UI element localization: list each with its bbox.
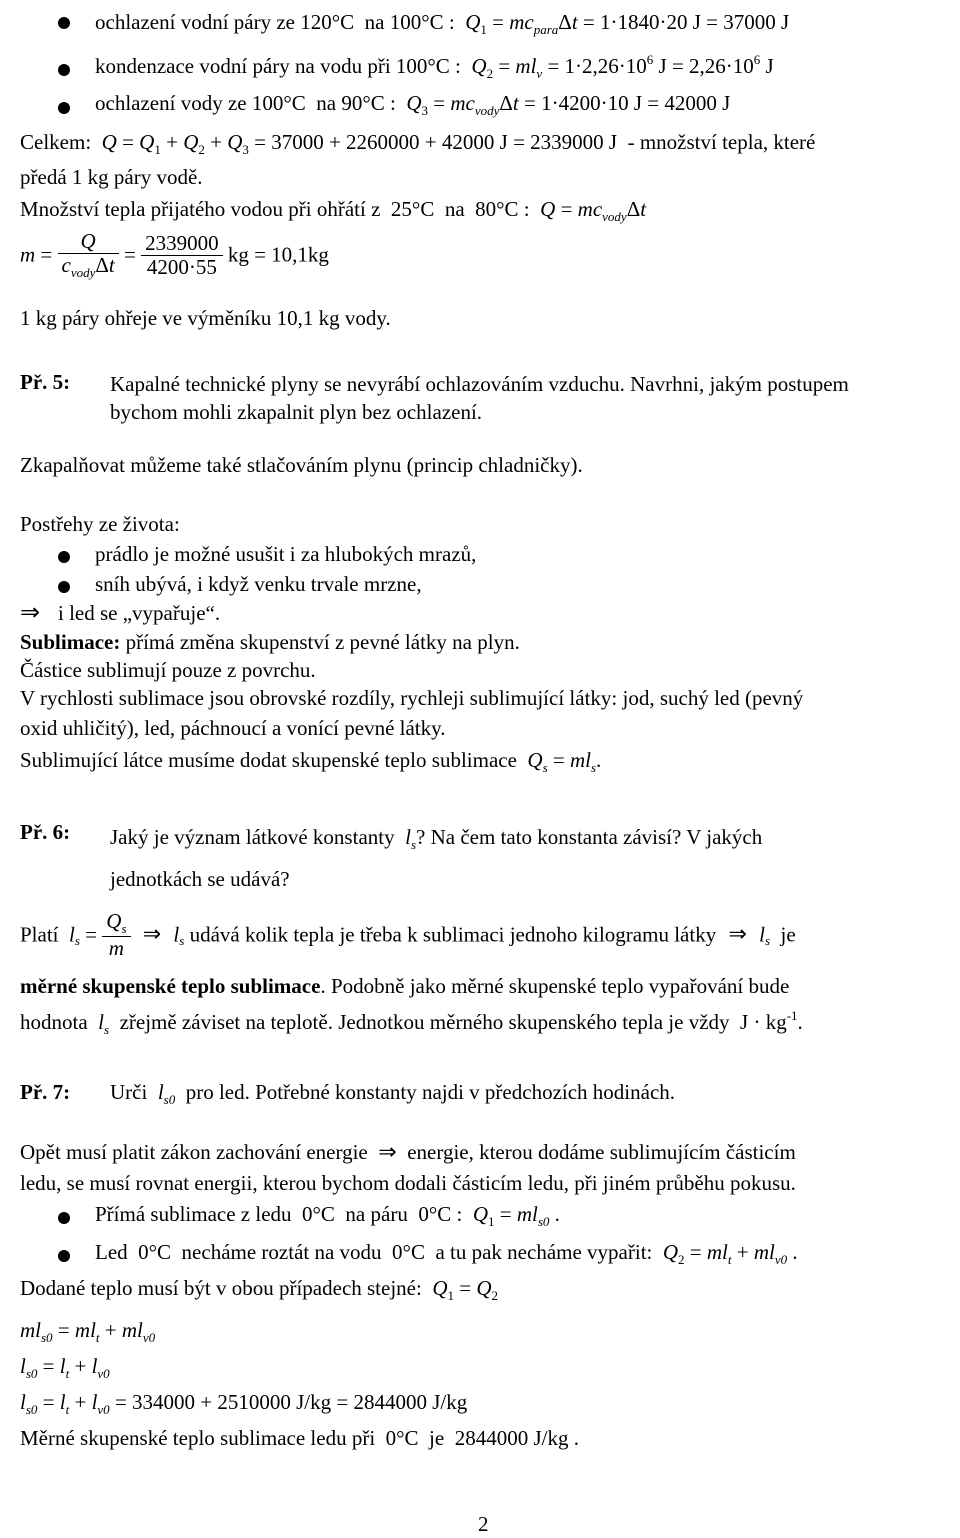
rychlost-line2: oxid uhličitý), led, páchnoucí a vonící pevné látky. [20,716,446,740]
postreh-text-2: sníh ubývá, i když venku trvale mrzne, [95,572,422,596]
eq-2: $l_{s0} = l_t + l_{v0}$ [20,1354,110,1381]
bullet-text-1: ochlazení vodní páry ze 120°C na 100°C : $Q_1 = mc_{para}\Delta t = 1\cdot 1840\cdot 20$ J = 37000 J [95,10,790,37]
postreh-bullet-1 [58,551,70,563]
example-5-label: Př. 5: [20,370,71,394]
postreh-conclusion: i led se „vypařuje“. [58,601,221,625]
postrehy-title: Postřehy ze života: [20,512,180,536]
castice-line: Částice sublimují pouze z povrchu. [20,658,316,682]
merne-line: měrné skupenské teplo sublimace. Podobně jako měrné skupenské teplo vypařování bude [20,974,790,998]
page-number: 2 [478,1512,489,1536]
bullet-text-2: kondenzace vodní páry na vodu při 100°C : $Q_2 = ml_v = 1\cdot 2,26\cdot 10^6$ $J = 2,26\cdot 10^6$ J [95,52,774,81]
sublimace-def [20,630,520,655]
kg-pary-line: 1 kg páry ohřeje ve výměníku 10,1 kg vody. [20,306,391,330]
eq-1: $ml_{s0} = ml_t + ml_{v0}$ [20,1318,156,1345]
bullet-text-3: ochlazení vody ze 100°C na 90°C : $Q_3 = mc_{vody}\Delta t = 1\cdot 4200\cdot 10$ J = 42000 J [95,91,731,118]
example-6-text: Jaký je význam látkové konstanty $l_s$? Na čem tato konstanta závisí? V jakých jednotkách se udává? [110,825,763,891]
postreh-bullet-2 [58,581,70,593]
bullet-2 [58,64,70,76]
merne-final-line: Měrné skupenské teplo sublimace ledu při 0°C je 2844000 J/kg . [20,1426,579,1450]
zkapalnovat-line: Zkapalňovat můžeme také stlačováním plynu (princip chladničky). [20,453,583,477]
example-7-text: Urči $l_{s0}$ pro led. Potřebné konstanty najdi v předchozích hodinách. [110,1080,676,1107]
dodane-line: Dodané teplo musí být v obou případech stejné: $Q_1 = Q_2$ [20,1276,499,1303]
plati-line: Platí $l_s$ = $\frac{Q_s}{m}$ ⇒ $l_s$ udává kolik tepla je třeba k sublimaci jednoho kilogramu látky ⇒ $l_s$ je [20,909,796,961]
bullet-5 [58,1250,70,1262]
opet-line1: Opět musí platit zákon zachování energie ⇒ energie, kterou dodáme sublimujícím částicím [20,1140,796,1165]
rychlost-line1: V rychlosti sublimace jsou obrovské rozdíly, rychleji sublimující látky: jod, suchý led (pevný [20,686,804,710]
opet-line2: ledu, se musí rovnat energii, kterou bychom dodali částicím ledu, při jiném průběhu pokusu. [20,1171,796,1195]
example-7-label: Př. 7: [20,1080,71,1104]
example-5-text: Kapalné technické plyny se nevyrábí ochlazováním vzduchu. Navrhni, jakým postupem bychom mohli zkapalnit plyn bez ochlazení. [110,372,849,424]
bullet-text-4: Přímá sublimace z ledu 0°C na páru 0°C : $Q_1 = ml_{s0}$ . [95,1202,560,1229]
eq-3: $l_{s0} = l_t + l_{v0} = 334000 + 2510000$ J/kg = 2844000 J/kg [20,1390,468,1417]
celkem-line1: Celkem: $Q = Q_1 + Q_2 + Q_3 = 37000 + 2260000 + 42000$ J = 2339000 J - množství tepla, které [20,130,816,157]
bullet-text-5: Led 0°C necháme roztát na vodu 0°C a tu pak necháme vypařit: $Q_2 = ml_t + ml_{v0}$ . [95,1240,798,1267]
celkem-line2: předá 1 kg páry vodě. [20,165,203,189]
hodnota-line: hodnota $l_s$ zřejmě záviset na teplotě. Jednotkou měrného skupenského tepla je vždy $J \cdot kg^{-1}$. [20,1008,803,1037]
bullet-3 [58,102,70,114]
implies-arrow-icon: ⇒ [20,598,41,626]
bullet-4 [58,1212,70,1224]
dodat-line: Sublimující látce musíme dodat skupenské teplo sublimace $Q_s = ml_s$. [20,748,602,775]
sublimace-term: Sublimace: [20,630,121,654]
example-6-label: Př. 6: [20,820,71,844]
postreh-text-1: prádlo je možné usušit i za hlubokých mrazů, [95,542,477,566]
mnozstvi-line: Množství tepla přijatého vodou při ohřátí z 25°C na 80°C : $Q = mc_{vody}\Delta t$ [20,197,647,224]
m-formula: m = $\frac{Q}{c_{vody}\Delta t}$ = $\frac{2339000}{4200\cdot 55}$ kg = 10,1kg [20,229,329,281]
sublimace-def-text: přímá změna skupenství z pevné látky na plyn. [120,630,520,654]
bullet-1 [58,17,70,29]
